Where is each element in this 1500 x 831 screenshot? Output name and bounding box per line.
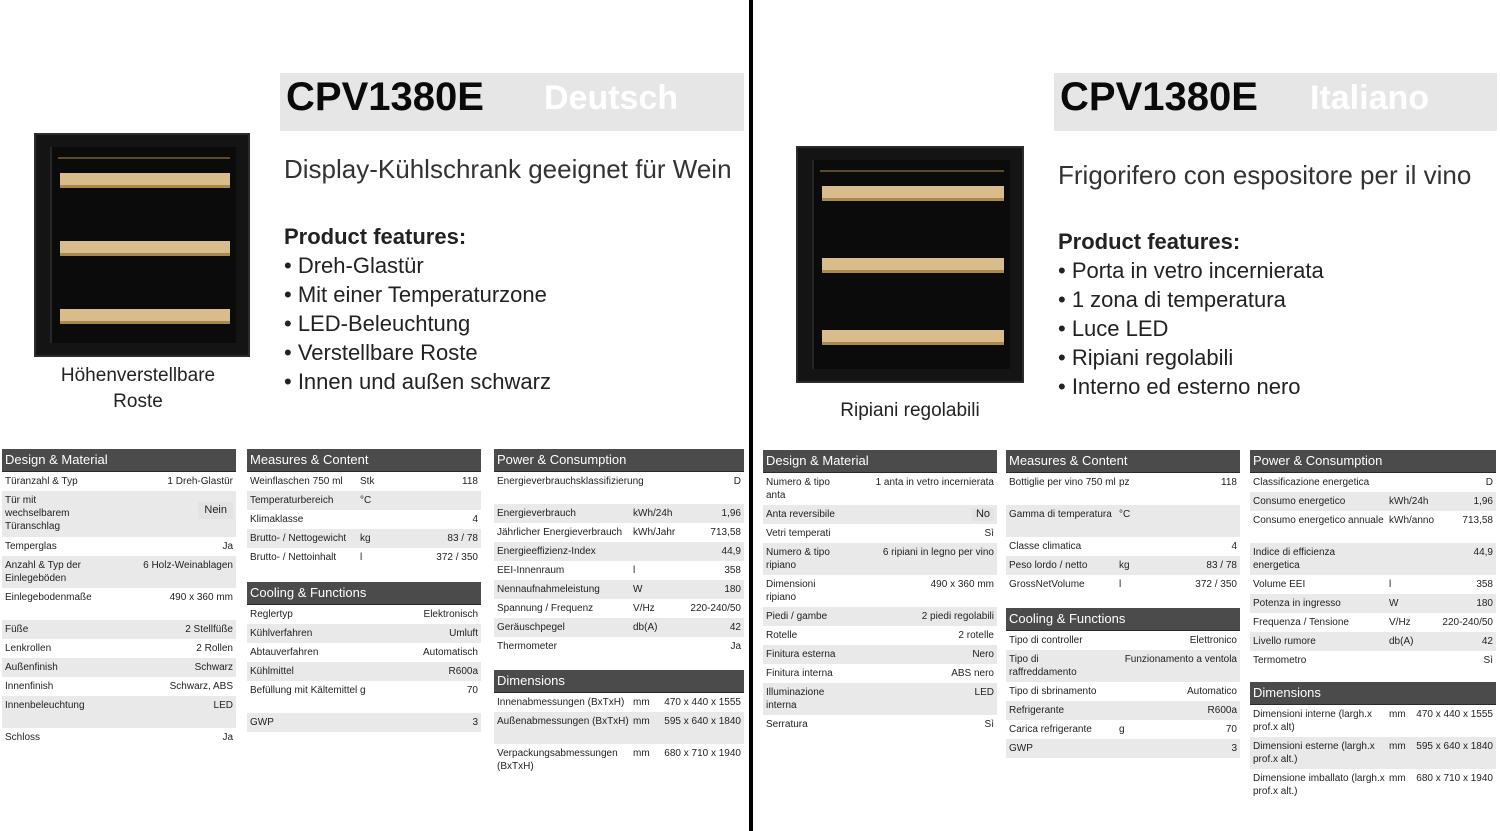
table-row: Serratura Sì	[763, 715, 997, 734]
table-row: Abtauverfahren Automatisch	[247, 643, 481, 662]
table-row: Dimensione imballato (largh.x prof.x alt.) mm 680 x 710 x 1940	[1250, 769, 1496, 801]
product-subtitle: Frigorifero con espositore per il vino	[1058, 160, 1472, 190]
cooling-functions-panel	[1006, 608, 1240, 758]
table-row: Befüllung mit Kältemittel g 70	[247, 681, 481, 713]
panel-header: Measures & Content	[247, 449, 481, 472]
table-row: Spannung / Frequenz V/Hz 220-240/50	[494, 599, 744, 618]
caption-line: Roste	[113, 391, 163, 412]
product-subtitle: Display-Kühlschrank geeignet für Wein	[284, 154, 732, 184]
power-consumption-panel	[494, 449, 744, 656]
table-row: Schloss Ja	[2, 728, 236, 747]
table-row: Tür mit wechselbarem Türanschlag Nein	[2, 491, 236, 537]
table-row: Classe climatica 4	[1006, 537, 1240, 556]
table-row: Verpackungsabmessungen (BxTxH) mm 680 x 710 x 1940	[494, 744, 744, 776]
caption-line: Höhenverstellbare	[60, 365, 216, 386]
wine-fridge-image	[34, 133, 250, 357]
table-row: Numero & tipo ripiano 6 ripiani in legno per vino	[763, 543, 997, 575]
table-row: Indice di efficienza energetica 44,9	[1250, 543, 1496, 575]
table-row: Außenabmessungen (BxTxH) mm 595 x 640 x 1840	[494, 712, 744, 744]
measures-content-panel	[1006, 450, 1240, 594]
feature-item: • Mit einer Temperaturzone	[284, 282, 547, 307]
features-heading: Product features:	[1058, 229, 1241, 254]
design-material-panel	[2, 449, 236, 747]
measures-content-panel	[247, 449, 481, 567]
feature-item: • 1 zona di temperatura	[1058, 287, 1286, 312]
table-row: Volume EEI l 358	[1250, 575, 1496, 594]
image-caption	[806, 400, 1014, 422]
table-row: Innenbeleuchtung LED	[2, 696, 236, 728]
table-row: Temperglas Ja	[2, 537, 236, 556]
dimensions-panel	[494, 670, 744, 776]
features-heading: Product features:	[284, 224, 467, 249]
panel-header: Cooling & Functions	[1006, 608, 1240, 631]
table-row: Illuminazione interna LED	[763, 683, 997, 715]
table-row: Lenkrollen 2 Rollen	[2, 639, 236, 658]
german-section	[0, 0, 749, 831]
table-row: Anzahl & Typ der Einlegeböden 6 Holz-Weinablagen	[2, 556, 236, 588]
panel-header: Power & Consumption	[494, 449, 744, 472]
table-row: Brutto- / Nettoinhalt l 372 / 350	[247, 548, 481, 567]
feature-list	[1058, 227, 1324, 401]
value-badge: Nein	[198, 502, 233, 519]
table-row: Rotelle 2 rotelle	[763, 626, 997, 645]
table-row: Jährlicher Energieverbrauch kWh/Jahr 713,58	[494, 523, 744, 542]
table-row: Piedi / gambe 2 piedi regolabili	[763, 607, 997, 626]
table-row: Einlegebodenmaße 490 x 360 mm	[2, 588, 236, 620]
table-row: Gamma di temperatura °C	[1006, 505, 1240, 537]
table-row: GWP 3	[1006, 739, 1240, 758]
table-row: Kühlverfahren Umluft	[247, 624, 481, 643]
title-bar	[1054, 73, 1497, 131]
wine-fridge-image	[796, 146, 1024, 383]
table-row: Frequenza / Tensione V/Hz 220-240/50	[1250, 613, 1496, 632]
value-badge: No	[972, 508, 994, 521]
table-row: Potenza in ingresso W 180	[1250, 594, 1496, 613]
table-row: Außenfinish Schwarz	[2, 658, 236, 677]
feature-list	[284, 222, 551, 396]
panel-header: Dimensions	[494, 670, 744, 693]
table-row: Nennaufnahmeleistung W 180	[494, 580, 744, 599]
table-row: Carica refrigerante g 70	[1006, 720, 1240, 739]
table-row: Numero & tipo anta 1 anta in vetro incernierata	[763, 473, 997, 505]
table-row: Consumo energetico annuale kWh/anno 713,58	[1250, 511, 1496, 543]
table-row: Brutto- / Nettogewicht kg 83 / 78	[247, 529, 481, 548]
table-row: Füße 2 Stellfüße	[2, 620, 236, 639]
table-row: Energieeffizienz-Index 44,9	[494, 542, 744, 561]
table-row: Consumo energetico kWh/24h 1,96	[1250, 492, 1496, 511]
table-row: Livello rumore db(A) 42	[1250, 632, 1496, 651]
table-row: Tipo di controller Elettronico	[1006, 631, 1240, 650]
table-row: Weinflaschen 750 ml Stk 118	[247, 472, 481, 491]
table-row: Energieverbrauch kWh/24h 1,96	[494, 504, 744, 523]
cooling-functions-panel	[247, 582, 481, 732]
table-row: Klimaklasse 4	[247, 510, 481, 529]
table-row: Tipo di sbrinamento Automatico	[1006, 682, 1240, 701]
table-row: Tipo di raffreddamento Funzionamento a ventola	[1006, 650, 1240, 682]
table-row: Refrigerante R600a	[1006, 701, 1240, 720]
table-row: Energieverbrauchsklassifizierung D	[494, 472, 744, 504]
table-row: Innenfinish Schwarz, ABS	[2, 677, 236, 696]
caption-line: Ripiani regolabili	[840, 400, 980, 421]
panel-header: Dimensions	[1250, 682, 1496, 705]
table-row: Dimensioni interne (largh.x prof.x alt) mm 470 x 440 x 1555	[1250, 705, 1496, 737]
table-row: Temperaturbereich °C	[247, 491, 481, 510]
model-title: CPV1380E	[1060, 75, 1258, 119]
table-row: Reglertyp Elektronisch	[247, 605, 481, 624]
table-row: Türanzahl & Typ 1 Dreh-Glastür	[2, 472, 236, 491]
table-row: Kühlmittel R600a	[247, 662, 481, 681]
panel-header: Design & Material	[763, 450, 997, 473]
power-consumption-panel	[1250, 450, 1496, 670]
table-row: Bottiglie per vino 750 ml pz 118	[1006, 473, 1240, 505]
title-bar	[280, 73, 744, 131]
table-row: Finitura interna ABS nero	[763, 664, 997, 683]
feature-item: • Ripiani regolabili	[1058, 345, 1234, 370]
model-title: CPV1380E	[286, 75, 484, 119]
feature-item: • Interno ed esterno nero	[1058, 374, 1301, 399]
feature-item: • Porta in vetro incernierata	[1058, 258, 1324, 283]
table-row: Finitura esterna Nero	[763, 645, 997, 664]
feature-item: • Luce LED	[1058, 316, 1169, 341]
panel-header: Measures & Content	[1006, 450, 1240, 473]
table-row: Vetri temperati Sì	[763, 524, 997, 543]
panel-header: Cooling & Functions	[247, 582, 481, 605]
table-row: GWP 3	[247, 713, 481, 732]
table-row: Geräuschpegel db(A) 42	[494, 618, 744, 637]
table-row: Thermometer Ja	[494, 637, 744, 656]
table-row: EEI-Innenraum l 358	[494, 561, 744, 580]
feature-item: • Dreh-Glastür	[284, 253, 424, 278]
table-row: Dimensioni ripiano 490 x 360 mm	[763, 575, 997, 607]
table-row: Peso lordo / netto kg 83 / 78	[1006, 556, 1240, 575]
feature-item: • Verstellbare Roste	[284, 340, 478, 365]
panel-header: Power & Consumption	[1250, 450, 1496, 473]
table-row: Anta reversibile No	[763, 505, 997, 524]
language-label: Deutsch	[544, 79, 679, 117]
feature-item: • Innen und außen schwarz	[284, 369, 551, 394]
panel-header: Design & Material	[2, 449, 236, 472]
feature-item: • LED-Beleuchtung	[284, 311, 471, 336]
table-row: Dimensioni esterne (largh.x prof.x alt.) mm 595 x 640 x 1840	[1250, 737, 1496, 769]
italian-section	[753, 0, 1500, 831]
design-material-panel	[763, 450, 997, 734]
table-row: GrossNetVolume l 372 / 350	[1006, 575, 1240, 594]
table-row: Classificazione energetica D	[1250, 473, 1496, 492]
dimensions-panel	[1250, 682, 1496, 801]
table-row: Termometro Sì	[1250, 651, 1496, 670]
table-row: Innenabmessungen (BxTxH) mm 470 x 440 x 1555	[494, 693, 744, 712]
language-label: Italiano	[1310, 79, 1430, 117]
image-caption	[30, 365, 246, 413]
